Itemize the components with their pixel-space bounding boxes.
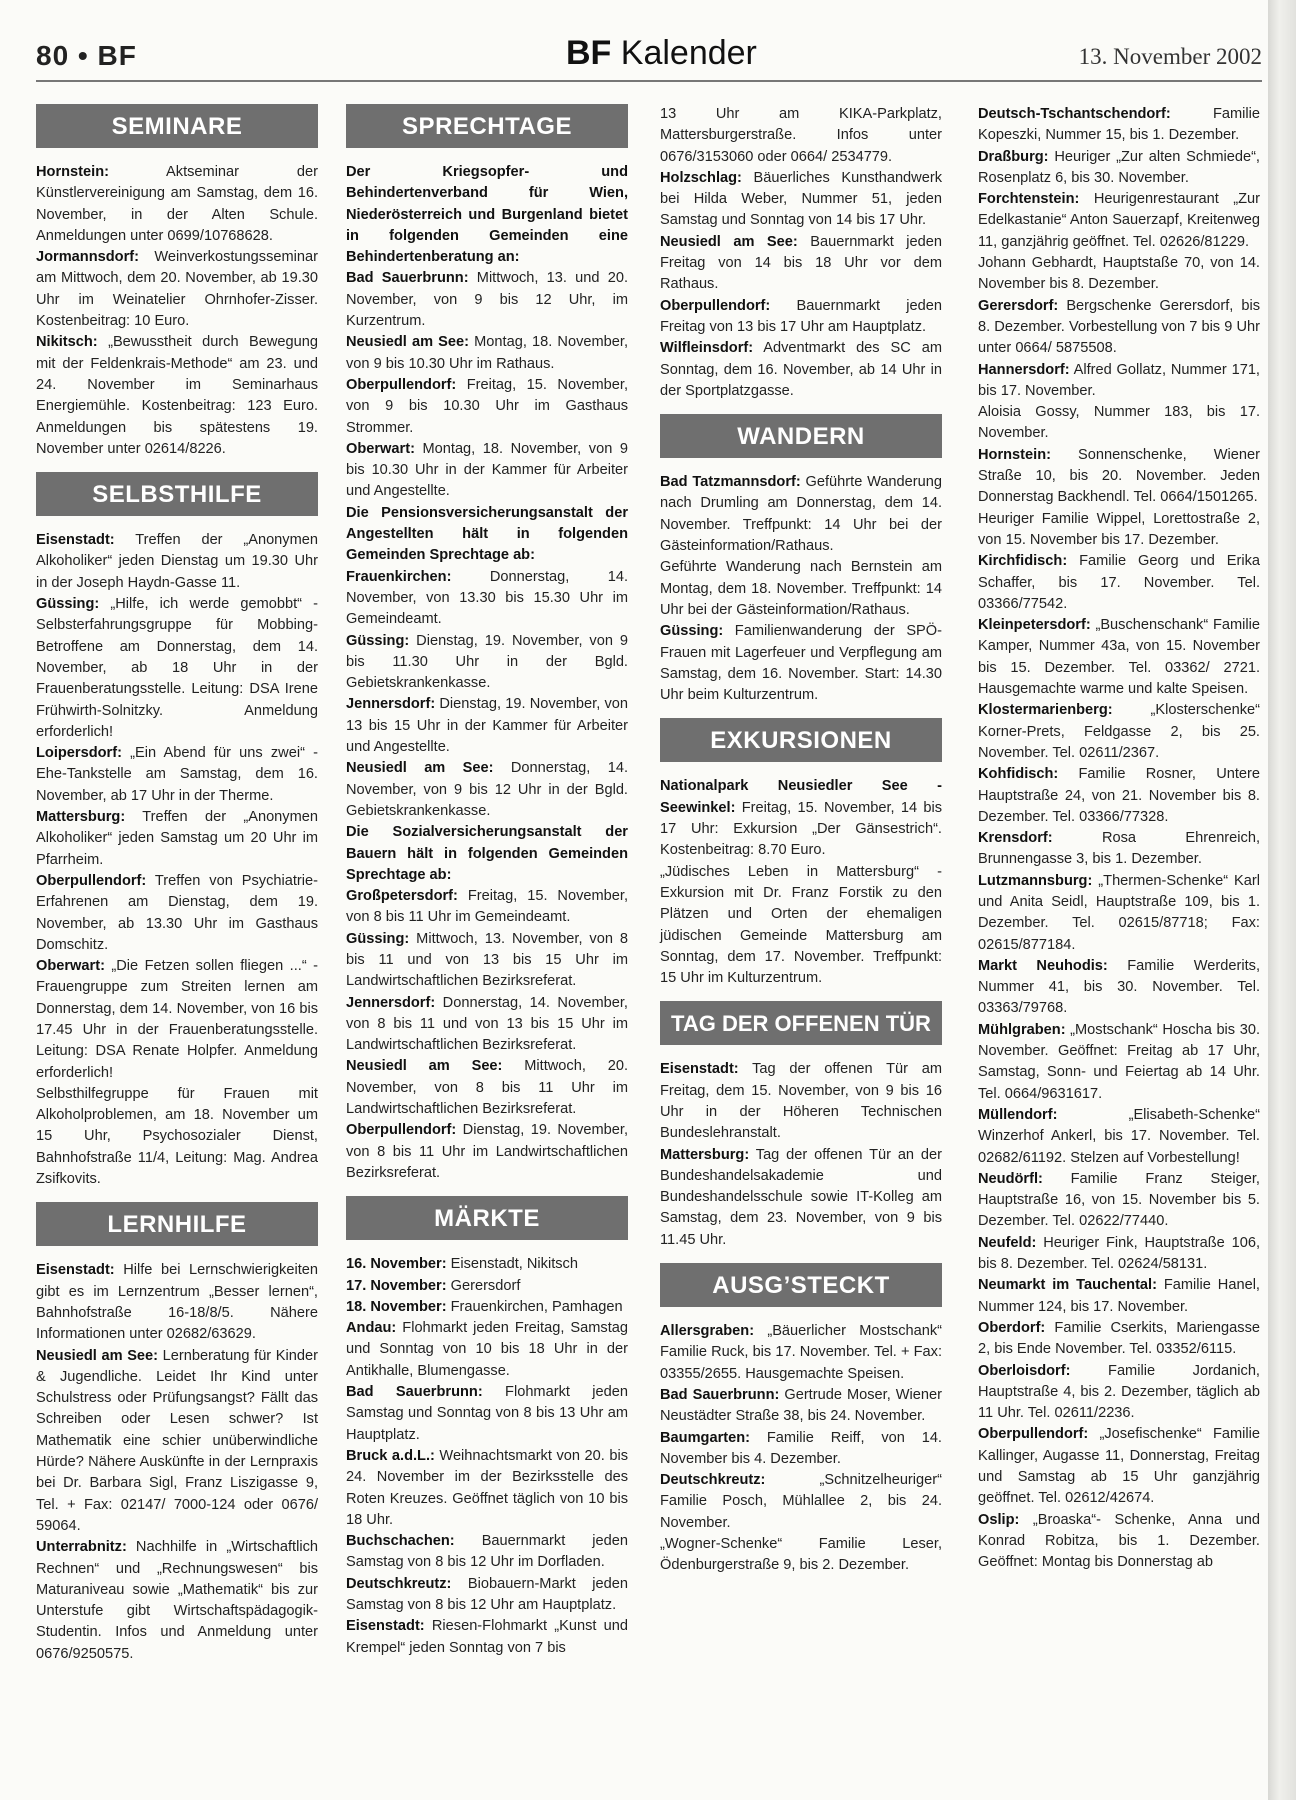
section-heading: MÄRKTE xyxy=(346,1196,628,1240)
calendar-section xyxy=(36,104,318,460)
entry-text: Freitag, 15. November, von 9 bis 10.30 Uhr im Gasthaus Strommer. xyxy=(346,376,628,436)
entry-text: Hilfe bei Lernschwierigkeiten gibt es im Lernzentrum „Besser lernen“, Bahnhofstraße 16-18/8/5. Nähere Informationen unter 02682/63629. xyxy=(36,1262,318,1343)
listing-entry xyxy=(978,764,1260,828)
place-name: Mattersburg: xyxy=(660,1146,750,1163)
entry-text: Treffen der „Anonymen Alkoholiker“ jeden Dienstag um 19.30 Uhr in der Joseph Haydn-Gasse 11. xyxy=(36,532,318,591)
listing-entry xyxy=(346,268,628,332)
place-name: Bruck a.d.L.: xyxy=(346,1447,435,1464)
entry-text: Donnerstag, 14. November, von 9 bis 12 Uhr in der Bgld. Gebietskrankenkasse. xyxy=(346,760,629,819)
listing-entry xyxy=(978,104,1260,147)
column-3 xyxy=(660,104,942,1589)
entry-text: „Jüdisches Leben in Mattersburg“ - Exkursion mit Dr. Franz Forstik zu den Plätzen und Orten der ehemaligen jüdischen Gemeinde Mattersburg am Sonntag, dem 17. November. Treffpunkt: 15 Uhr im Kulturzentrum. xyxy=(660,863,942,987)
listing-entry xyxy=(978,296,1260,360)
entry-text: Familienwanderung der SPÖ-Frauen mit Lagerfeuer und Verpflegung am Samstag, dem 16. November. Start: 14.30 Uhr beim Kulturzentrum. xyxy=(660,623,942,704)
place-name: Oberloisdorf: xyxy=(978,1362,1071,1379)
place-name: Markt Neuhodis: xyxy=(978,957,1108,974)
entry-text: Riesen-Flohmarkt „Kunst und Krempel“ jeden Sonntag von 7 bis xyxy=(346,1618,628,1656)
place-name: Oberpullendorf: xyxy=(346,1122,457,1139)
entry-text: „Thermen-Schenke“ Karl und Anita Seidl, Hauptstraße 109, bis 1. Dezember. Tel. 02615/87718; Fax: 02615/877184. xyxy=(978,872,1260,953)
entry-text: Alfred Gollatz, Nummer 171, bis 17. November. xyxy=(978,361,1260,399)
listing-entry xyxy=(978,402,1260,445)
page-edge xyxy=(1268,0,1296,1800)
place-name: Oberdorf: xyxy=(978,1319,1046,1336)
listing-entry xyxy=(978,1020,1260,1105)
place-name: Güssing: xyxy=(660,623,724,640)
place-name: Oberpullendorf: xyxy=(346,376,457,393)
listing-entry xyxy=(978,956,1260,1020)
section-heading: AUSG’STECKT xyxy=(660,1263,942,1307)
entry-text: Gerersdorf xyxy=(446,1277,521,1294)
listing-entry xyxy=(346,1254,628,1275)
section-heading: SELBSTHILFE xyxy=(36,472,318,516)
section-heading: EXKURSIONEN xyxy=(660,718,942,762)
place-name: Bad Sauerbrunn: xyxy=(346,1384,483,1401)
place-name: Loipersdorf: xyxy=(36,745,122,762)
entry-text: Donnerstag, 14. November, von 13.30 bis 15.30 Uhr im Gemeindeamt. xyxy=(346,568,628,628)
place-name: Deutsch-Tschantschendorf: xyxy=(978,106,1171,122)
place-name: Holzschlag: xyxy=(660,169,742,186)
listing-entry xyxy=(978,615,1260,700)
listing-entry xyxy=(660,104,942,168)
listing-entry xyxy=(346,162,628,268)
listing-entry xyxy=(36,743,318,807)
listing-entry xyxy=(346,758,628,822)
place-name: Großpetersdorf: xyxy=(346,888,458,905)
section-heading: SPRECHTAGE xyxy=(346,104,628,148)
place-name: Oberpullendorf: xyxy=(978,1426,1089,1443)
listing-entry xyxy=(346,822,628,886)
listing-entry xyxy=(978,551,1260,615)
listing-entry xyxy=(978,509,1260,552)
entry-text: Biobauern-Markt jeden Samstag von 8 bis 12 Uhr am Hauptplatz. xyxy=(346,1575,628,1613)
place-name: Mattersburg: xyxy=(36,809,126,826)
listing-entry xyxy=(346,993,628,1057)
calendar-section xyxy=(978,104,1260,1573)
place-name: Wilfleinsdorf: xyxy=(660,340,754,357)
place-name: Hornstein: xyxy=(978,446,1051,463)
entry-text: Treffen der „Anonymen Alkoholiker“ jeden Samstag um 20 Uhr im Pfarrheim. xyxy=(36,809,318,868)
place-name: 18. November: xyxy=(346,1298,447,1315)
listing-entry xyxy=(660,1321,942,1385)
listing-entry xyxy=(660,776,942,861)
calendar-section xyxy=(660,414,942,706)
place-name: Jennersdorf: xyxy=(346,994,436,1011)
listing-entry xyxy=(978,1169,1260,1233)
listing-entry xyxy=(36,807,318,871)
page-number: 80 • BF xyxy=(36,40,137,71)
page-title xyxy=(566,34,757,73)
entry-text: Donnerstag, 14. November, von 8 bis 11 und von 13 bis 15 Uhr im Landwirtschaftlichen Bezirksreferat. xyxy=(346,994,628,1054)
entry-text: „Bewusstheit durch Bewegung mit der Feldenkrais-Methode“ am 23. und 24. November im Seminarhaus Energiemühle. Kostenbeitrag: 123 Euro. Anmeldungen bis spätestens 19. November unter 02614/8226. xyxy=(36,334,318,457)
listing-entry xyxy=(346,503,628,567)
entry-text: Flohmarkt jeden Samstag und Sonntag von 8 bis 13 Uhr am Hauptplatz. xyxy=(346,1384,628,1443)
listing-entry xyxy=(978,700,1260,764)
place-name: Oberpullendorf: xyxy=(660,297,771,314)
entry-text: Eisenstadt, Nikitsch xyxy=(446,1256,578,1273)
page-header xyxy=(36,32,1262,78)
listing-entry xyxy=(660,1059,942,1144)
entry-text: Geführte Wanderung nach Bernstein am Montag, dem 18. November. Treffpunkt: 14 Uhr bei der Gästeinformation/Rathaus. xyxy=(660,559,942,618)
place-name: Güssing: xyxy=(346,632,410,649)
place-name: Der Kriegsopfer- und Behindertenverband für Wien, Niederösterreich und Burgenland bietet in folgenden Gemeinden eine Behindertenberatung an: xyxy=(346,164,628,266)
entry-text: Gertrude Moser, Wiener Neustädter Straße 38, bis 24. November. xyxy=(660,1386,942,1425)
listing-entry xyxy=(660,862,942,990)
listing-entry xyxy=(346,1446,628,1531)
entry-text: „Josefischenke“ Familie Kallinger, Augasse 11, Donnerstag, Freitag und Samstag ab 15 Uhr ganzjährig geöffnet. Tel. 02612/42674. xyxy=(978,1426,1260,1507)
listing-entry xyxy=(346,1531,628,1574)
place-name: Nationalpark Neusiedler See - Seewinkel: xyxy=(660,778,942,816)
listing-entry xyxy=(660,557,942,621)
section-heading: SEMINARE xyxy=(36,104,318,148)
place-name: Neusiedl am See: xyxy=(346,760,494,777)
listing-entry xyxy=(978,147,1260,190)
place-name: Die Pensionsversicherungsanstalt der Angestellten hält in folgenden Gemeinden Sprechtage ab: xyxy=(346,504,628,564)
listing-entry xyxy=(346,1120,628,1184)
entry-text: Mittwoch, 13. und 20. November, von 9 bis 12 Uhr, im Kurzentrum. xyxy=(346,270,628,330)
listing-entry xyxy=(346,886,628,929)
calendar-section xyxy=(660,1263,942,1577)
place-name: Kirchfidisch: xyxy=(978,553,1068,570)
entry-text: Tag der offenen Tür an der Bundeshandelsakademie und Bundeshandelsschule sowie IT-Kolleg am Samstag, dem 23. November, von 9 bis 11.45 Uhr. xyxy=(660,1146,942,1248)
listing-entry xyxy=(346,1056,628,1120)
place-name: Allersgraben: xyxy=(660,1323,755,1340)
entry-text: „Buschenschank“ Familie Kamper, Nummer 43a, von 15. November bis 15. Dezember. Tel. 03362/ 2721. Hausgemachte warme und kalte Speisen. xyxy=(978,617,1260,698)
entry-text: Familie Franz Steiger, Hauptstraße 16, von 15. November bis 5. Dezember. Tel. 02622/77440. xyxy=(978,1170,1260,1230)
place-name: 16. November: xyxy=(346,1256,447,1273)
listing-entry xyxy=(978,1233,1260,1276)
listing-entry xyxy=(346,1574,628,1617)
place-name: Güssing: xyxy=(36,596,100,613)
listing-entry xyxy=(978,253,1260,296)
listing-entry xyxy=(978,1318,1260,1361)
entry-text: Heuriger Familie Wippel, Lorettostraße 2, von 15. November bis 17. Dezember. xyxy=(978,510,1260,548)
entry-text: Familie Cserkits, Mariengasse 2, bis Ende November. Tel. 03352/6115. xyxy=(978,1319,1260,1358)
entry-text: „Broaska“- Schenke, Anna und Konrad Robitza, bis 1. Dezember. Geöffnet: Montag bis Donnerstag ab xyxy=(978,1511,1260,1571)
place-name: Gerersdorf: xyxy=(978,297,1059,314)
entry-text: Frauenkirchen, Pamhagen xyxy=(446,1298,623,1315)
listing-entry xyxy=(660,1145,942,1251)
place-name: Mühlgraben: xyxy=(978,1021,1066,1038)
entry-text: Heuriger Fink, Hauptstraße 106, bis 8. Dezember. Tel. 02624/58131. xyxy=(978,1234,1260,1273)
listing-entry xyxy=(36,594,318,743)
entry-text: Weihnachtsmarkt von 20. bis 24. November im der Bezirksstelle des Roten Kreuzes. Geöffnet täglich von 10 bis 18 Uhr. xyxy=(346,1447,628,1528)
entry-text: Familie Kopeszki, Nummer 15, bis 1. Dezember. xyxy=(978,106,1260,144)
entry-text: Dienstag, 19. November, von 13 bis 15 Uhr in der Kammer für Arbeiter und Angestellte. xyxy=(346,696,628,756)
entry-text: Montag, 18. November, von 9 bis 10.30 Uhr im Rathaus. xyxy=(346,334,628,372)
place-name: Draßburg: xyxy=(978,148,1049,165)
listing-entry xyxy=(660,1534,942,1577)
place-name: Hornstein: xyxy=(36,164,109,180)
entry-text: Weinverkostungsseminar am Mittwoch, dem 20. November, ab 19.30 Uhr im Weinatelier Ohrnhofer-Zisser. Kostenbeitrag: 10 Euro. xyxy=(36,249,318,330)
place-name: Baumgarten: xyxy=(660,1429,751,1446)
calendar-section xyxy=(660,1001,942,1251)
entry-text: Heurigenrestaurant „Zur Edelkastanie“ Anton Sauerzapf, Kreitenweg 11, ganzjährig geöffnet. Tel. 02626/81229. xyxy=(978,191,1260,250)
entry-text: Sonnenschenke, Wiener Straße 10, bis 20. November. Jeden Donnerstag Backhendl. Tel. 0664/1501265. xyxy=(978,446,1260,506)
entry-text: „Wogner-Schenke“ Familie Leser, Ödenburgerstraße 9, bis 2. Dezember. xyxy=(660,1536,942,1574)
place-name: Frauenkirchen: xyxy=(346,568,452,585)
listing-entry xyxy=(36,332,318,460)
listing-entry xyxy=(660,1428,942,1471)
listing-entry xyxy=(346,1297,628,1318)
section-heading: TAG DER OFFENEN TÜR xyxy=(660,1001,942,1045)
entry-text: Heuriger „Zur alten Schmiede“, Rosenplatz 6, bis 30. November. xyxy=(978,148,1260,186)
place-name: Oslip: xyxy=(978,1511,1020,1528)
listing-entry xyxy=(346,439,628,503)
place-name: Andau: xyxy=(346,1320,397,1337)
place-name: Die Sozialversicherungsanstalt der Bauern hält in folgenden Gemeinden Sprechtage ab: xyxy=(346,824,628,883)
listing-entry xyxy=(660,338,942,402)
entry-text: Bergschenke Gerersdorf, bis 8. Dezember. Vorbestellung von 7 bis 9 Uhr unter 0664/ 5875508. xyxy=(978,297,1260,357)
listing-entry xyxy=(346,1382,628,1446)
listing-entry xyxy=(660,168,942,232)
place-name: Bad Sauerbrunn: xyxy=(346,270,469,287)
listing-entry xyxy=(660,1470,942,1534)
place-name: Deutschkreutz: xyxy=(660,1472,766,1489)
place-name: Eisenstadt: xyxy=(660,1061,739,1078)
listing-entry xyxy=(660,1385,942,1428)
entry-text: „Mostschank“ Hoscha bis 30. November. Geöffnet: Freitag ab 17 Uhr, Samstag, Sonn- und Feiertag ab 14 Uhr. Tel. 0664/9631617. xyxy=(978,1021,1260,1102)
listing-entry xyxy=(36,1346,318,1538)
column-4 xyxy=(978,104,1260,1585)
listing-entry xyxy=(346,1616,628,1659)
listing-entry xyxy=(660,621,942,706)
place-name: Deutschkreutz: xyxy=(346,1575,452,1592)
entry-text: „Klosterschenke“ Korner-Prets, Feldgasse 2, bis 25. November. Tel. 02611/2367. xyxy=(978,702,1260,761)
entry-text: „Ein Abend für uns zwei“ - Ehe-Tankstelle am Samstag, dem 16. November, ab 17 Uhr in der Therme. xyxy=(36,745,318,804)
place-name: Jennersdorf: xyxy=(346,696,436,713)
entry-text: Familie Reiff, von 14. November bis 4. Dezember. xyxy=(660,1429,942,1467)
place-name: Neusiedl am See: xyxy=(346,1058,503,1075)
listing-entry xyxy=(346,694,628,758)
place-name: Müllendorf: xyxy=(978,1106,1058,1123)
listing-entry xyxy=(660,296,942,339)
entry-text: Selbsthilfegruppe für Frauen mit Alkoholproblemen, am 18. November um 15 Uhr, Psychosozialer Dienst, Bahnhofstraße 11/4, Leitung: Mag. Andrea Zsifkovits. xyxy=(36,1085,318,1188)
entry-text: Bauernmarkt jeden Freitag von 13 bis 17 Uhr am Hauptplatz. xyxy=(660,297,942,335)
entry-text: „Elisabeth-Schenke“ Winzerhof Ankerl, bis 17. November. Tel. 02682/61192. Stelzen auf Vorbestellung! xyxy=(978,1106,1260,1166)
listing-entry xyxy=(346,1276,628,1297)
place-name: Nikitsch: xyxy=(36,334,98,351)
listing-entry xyxy=(36,1260,318,1345)
listing-entry xyxy=(36,871,318,956)
place-name: Oberpullendorf: xyxy=(36,872,147,889)
place-name: Neufeld: xyxy=(978,1234,1037,1251)
issue-date: 13. November 2002 xyxy=(1078,44,1262,69)
listing-entry xyxy=(660,232,942,296)
listing-entry xyxy=(36,1537,318,1665)
listing-entry xyxy=(978,1105,1260,1169)
entry-text: Dienstag, 19. November, von 8 bis 11 Uhr im Landwirtschaftlichen Bezirksreferat. xyxy=(346,1122,628,1181)
place-name: Neumarkt im Tauchental: xyxy=(978,1277,1157,1294)
place-name: Eisenstadt: xyxy=(36,532,115,549)
place-name: Oberwart: xyxy=(36,958,105,975)
listing-entry xyxy=(978,871,1260,956)
calendar-section xyxy=(36,472,318,1190)
calendar-section xyxy=(36,1202,318,1665)
listing-entry xyxy=(978,360,1260,403)
place-name: Neudörfl: xyxy=(978,1170,1043,1187)
entry-text: Familie Jordanich, Hauptstraße 4, bis 2. Dezember, täglich ab 11 Uhr. Tel. 02611/2236. xyxy=(978,1362,1260,1422)
listing-entry xyxy=(978,189,1260,253)
listing-entry xyxy=(346,929,628,993)
entry-text: Mittwoch, 13. November, von 8 bis 11 und von 13 bis 15 Uhr im Landwirtschaftlichen Bezirksreferat. xyxy=(346,930,628,990)
place-name: Forchtenstein: xyxy=(978,191,1080,208)
place-name: Hannersdorf: xyxy=(978,361,1070,378)
title-text: Kalender xyxy=(620,34,757,72)
listing-entry xyxy=(36,530,318,594)
place-name: Neusiedl am See: xyxy=(346,334,470,351)
listing-entry xyxy=(978,828,1260,871)
entry-text: Freitag, 15. November, von 8 bis 11 Uhr im Gemeindeamt. xyxy=(346,888,628,926)
calendar-section xyxy=(346,104,628,1184)
place-name: Bad Sauerbrunn: xyxy=(660,1386,780,1403)
place-name: Lutzmannsburg: xyxy=(978,872,1093,889)
entry-text: Rosa Ehrenreich, Brunnengasse 3, bis 1. Dezember. xyxy=(978,830,1260,868)
entry-text: Bauernmarkt jeden Samstag von 8 bis 12 Uhr im Dorfladen. xyxy=(346,1533,628,1571)
entry-text: Familie Hanel, Nummer 124, bis 17. November. xyxy=(978,1277,1260,1315)
place-name: 17. November: xyxy=(346,1277,447,1294)
listing-entry xyxy=(36,956,318,1084)
place-name: Oberwart: xyxy=(346,440,415,457)
listing-entry xyxy=(36,162,318,247)
entry-text: „Hilfe, ich werde gemobbt“ - Selbsterfahrungsgruppe für Mobbing-Betroffene am Donnerstag, dem 14. November, ab 18 Uhr in der Frauenberatungsstelle. Leitung: DSA Irene Frühwirth-Solnitzky. Anmeldung erforderlich! xyxy=(36,596,318,740)
listing-entry xyxy=(36,1084,318,1190)
entry-text: Johann Gebhardt, Hauptstaße 70, von 14. November bis 8. Dezember. xyxy=(978,255,1260,293)
entry-text: „Schnitzelheuriger“ Familie Posch, Mühlallee 2, bis 24. November. xyxy=(660,1472,942,1531)
calendar-section xyxy=(346,1196,628,1659)
listing-entry xyxy=(978,1275,1260,1318)
listing-entry xyxy=(346,375,628,439)
place-name: Jormannsdorf: xyxy=(36,249,139,266)
section-heading: WANDERN xyxy=(660,414,942,458)
entry-text: Familie Rosner, Untere Hauptstraße 24, von 21. November bis 8. Dezember. Tel. 03366/77328. xyxy=(978,766,1260,825)
place-name: Eisenstadt: xyxy=(36,1262,115,1279)
entry-text: Aktseminar der Künstlervereinigung am Samstag, dem 16. November, in der Alten Schule. Anmeldungen unter 0699/10768628. xyxy=(36,164,318,244)
listing-entry xyxy=(978,1510,1260,1574)
entry-text: Bauernmarkt jeden Freitag von 14 bis 18 Uhr vor dem Rathaus. xyxy=(660,233,942,293)
place-name: Bad Tatzmannsdorf: xyxy=(660,474,801,491)
listing-entry xyxy=(346,332,628,375)
entry-text: Dienstag, 19. November, von 9 bis 11.30 Uhr in der Bgld. Gebietskrankenkasse. xyxy=(346,632,628,692)
place-name: Eisenstadt: xyxy=(346,1618,425,1635)
column-2 xyxy=(346,104,628,1671)
header-rule xyxy=(36,80,1262,82)
entry-text: 13 Uhr am KIKA-Parkplatz, Mattersburgerstraße. Infos unter 0676/3153060 oder 0664/ 2534779. xyxy=(660,106,942,165)
entry-text: Familie Werderits, Nummer 41, bis 30. November. Tel. 03363/79768. xyxy=(978,957,1260,1017)
listing-entry xyxy=(346,631,628,695)
entry-text: Treffen von Psychiatrie-Erfahrenen am Dienstag, dem 19. November, ab 13.30 Uhr im Gasthaus Domschitz. xyxy=(36,872,318,953)
entry-text: „Bäuerlicher Mostschank“ Familie Ruck, bis 17. November. Tel. + Fax: 03355/2655. Hausgemachte Speisen. xyxy=(660,1323,942,1382)
calendar-section xyxy=(660,104,942,402)
entry-text: Freitag, 15. November, 14 bis 17 Uhr: Exkursion „Der Gänsestrich“. Kostenbeitrag: 8.70 Euro. xyxy=(660,799,942,859)
entry-text: Familie Georg und Erika Schaffer, bis 17. November. Tel. 03366/77542. xyxy=(978,553,1260,612)
calendar-section xyxy=(660,718,942,989)
section-heading: LERNHILFE xyxy=(36,1202,318,1246)
place-name: Neusiedl am See: xyxy=(36,1347,159,1364)
entry-text: „Die Fetzen sollen fliegen ...“ - Frauengruppe zum Streiten lernen am Donnerstag, dem 14. November, von 16 bis 17.45 Uhr in der Frauenberatungsstelle. Leitung: DSA Renate Holpfer. Anmeldung erforderlich! xyxy=(36,958,318,1081)
entry-text: Adventmarkt des SC am Sonntag, dem 16. November, ab 14 Uhr in der Sportplatzgasse. xyxy=(660,340,942,399)
entry-text: Tag der offenen Tür am Freitag, dem 15. November, von 9 bis 16 Uhr in der Höheren Technischen Bundeslehranstalt. xyxy=(660,1061,942,1142)
listing-entry xyxy=(978,1424,1260,1509)
place-name: Buchschachen: xyxy=(346,1533,455,1550)
place-name: Unterrabnitz: xyxy=(36,1539,127,1556)
listing-entry xyxy=(36,247,318,332)
place-name: Krensdorf: xyxy=(978,830,1053,847)
brand-logo: BF xyxy=(566,34,612,72)
listing-entry xyxy=(978,1361,1260,1425)
entry-text: Geführte Wanderung nach Drumling am Donnerstag, dem 14. November. Treffpunkt: 14 Uhr bei der Gästeinformation/Rathaus. xyxy=(660,474,942,555)
listing-entry xyxy=(346,567,628,631)
entry-text: Bäuerliches Kunsthandwerk bei Hilda Weber, Nummer 51, jeden Samstag und Sonntag von 14 bis 17 Uhr. xyxy=(660,169,942,229)
entry-text: Mittwoch, 20. November, von 8 bis 11 Uhr im Landwirtschaftlichen Bezirksreferat. xyxy=(346,1058,629,1118)
column-1 xyxy=(36,104,318,1677)
listing-entry xyxy=(660,472,942,557)
place-name: Kohfidisch: xyxy=(978,766,1059,783)
place-name: Klostermarienberg: xyxy=(978,702,1113,719)
place-name: Neusiedl am See: xyxy=(660,233,798,250)
entry-text: Montag, 18. November, von 9 bis 10.30 Uhr in der Kammer für Arbeiter und Angestellte. xyxy=(346,440,628,500)
entry-text: Flohmarkt jeden Freitag, Samstag und Sonntag von 10 bis 18 Uhr in der Antikhalle, Blumengasse. xyxy=(346,1320,628,1379)
entry-text: Lernberatung für Kinder & Jugendliche. Leidet Ihr Kind unter Schulstress oder Prüfungsangst? Fällt das Schreiben oder Lesen schwer? Ist Mathematik eine schier unüberwindliche Hürde? Nähere Auskünfte in der Lernpraxis bei Dr. Barbara Sigl, Franz Liszigasse 9, Tel. + Fax: 02147/ 7000-124 oder 0676/ 59064. xyxy=(36,1347,318,1534)
listing-entry xyxy=(978,445,1260,509)
listing-entry xyxy=(346,1318,628,1382)
place-name: Kleinpetersdorf: xyxy=(978,617,1091,634)
entry-text: Aloisia Gossy, Nummer 183, bis 17. November. xyxy=(978,404,1260,442)
place-name: Güssing: xyxy=(346,930,410,947)
entry-text: Nachhilfe in „Wirtschaftlich Rechnen“ und „Rechnungswesen“ bis Maturaniveau sowie „Mathematik“ bis zur Unterstufe gibt Wirtschaftspädagogik-Studentin. Infos und Anmeldung unter 0676/9250575. xyxy=(36,1539,318,1662)
